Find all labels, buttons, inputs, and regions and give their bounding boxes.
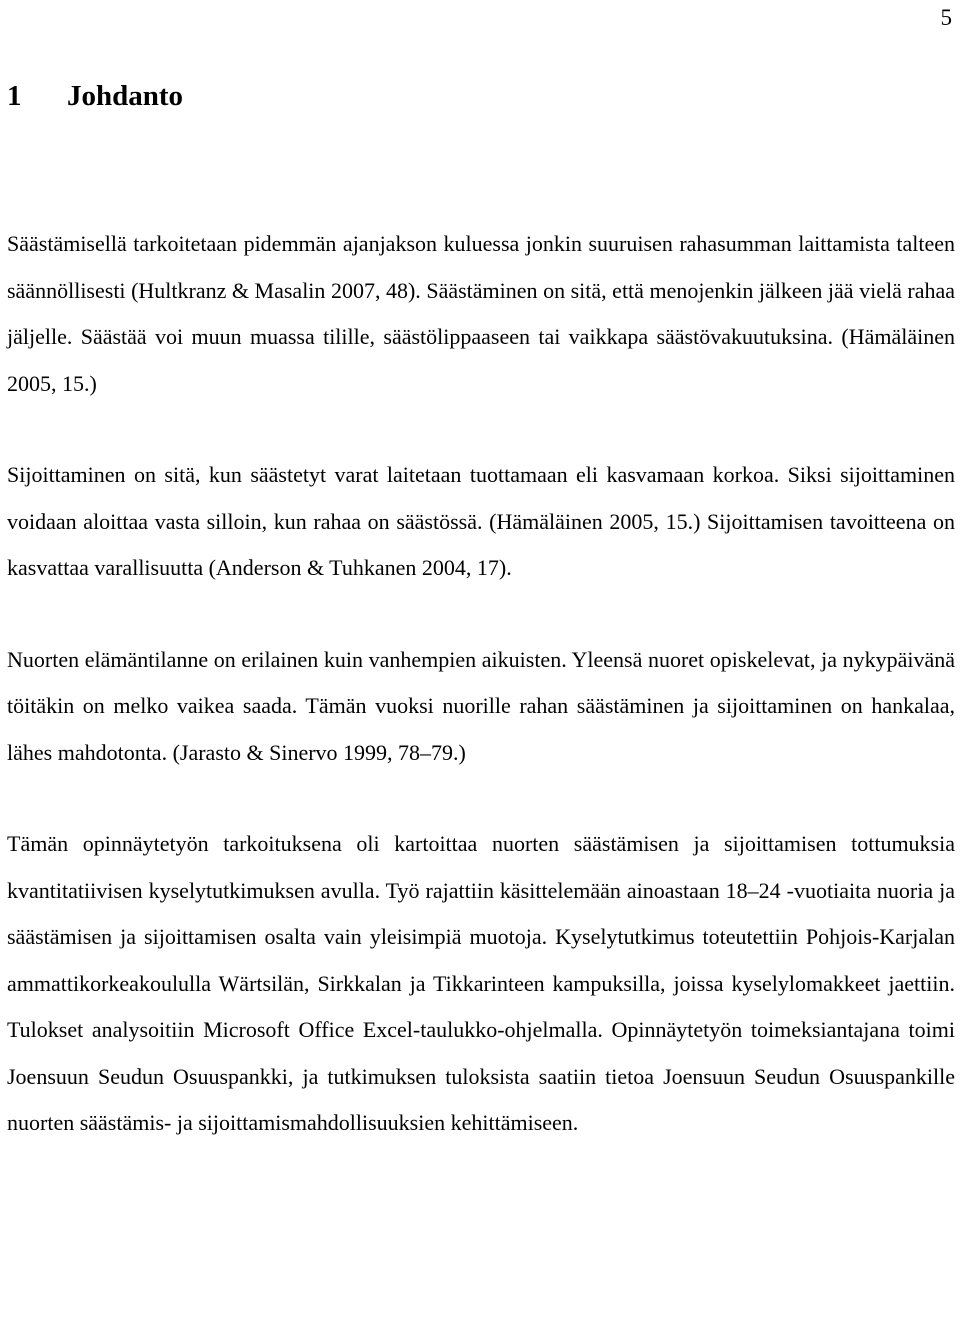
page-number: 5 (940, 5, 952, 30)
paragraph-thesis-purpose: Tämän opinnäytetyön tarkoituksena oli kartoittaa nuorten säästämisen ja sijoittamisen tottumuksia kvantitatiivisen kyselytutkimuksen avulla. Työ rajattiin käsittelemään ainoastaan 18–24 -vuotiaita nuoria ja säästämisen ja sijoittamisen osalta vain yleisimpiä muotoja. Kyselytutkimus toteutettiin Pohjois-Karjalan ammattikorkeakoululla Wärtsilän, Sirkkalan ja Tikkarinteen kampuksilla, joissa kyselylomakkeet jaettiin. Tulokset analysoitiin Microsoft Office Excel-taulukko-ohjelmalla. Opinnäytetyön toimeksiantajana toimi Joensuun Seudun Osuuspankki, ja tutkimuksen tuloksista saatiin tietoa Joensuun Seudun Osuuspankille nuorten säästämis- ja sijoittamismahdollisuuksien kehittämiseen. (7, 831, 955, 1135)
paragraph-youth-situation: Nuorten elämäntilanne on erilainen kuin vanhempien aikuisten. Yleensä nuoret opiskelevat, ja nykypäivänä töitäkin on melko vaikea saada. Tämän vuoksi nuorille rahan säästäminen ja sijoittaminen on hankalaa, lähes mahdotonta. (Jarasto & Sinervo 1999, 78–79.) (7, 646, 955, 765)
body-text (7, 221, 955, 1147)
chapter-heading (7, 78, 183, 114)
chapter-number: 1 (7, 80, 22, 112)
chapter-title: Johdanto (67, 80, 184, 112)
paragraph-saving-definition: Säästämisellä tarkoitetaan pidemmän ajanjakson kuluessa jonkin suuruisen rahasumman laittamista talteen säännöllisesti (Hultkranz & Masalin 2007, 48). Säästäminen on sitä, että menojenkin jälkeen jää vielä rahaa jäljelle. Säästää voi muun muassa tilille, säästölippaaseen tai vaikkapa säästövakuutuksina. (Hämäläinen 2005, 15.) (7, 231, 955, 396)
paragraph-investing-definition: Sijoittaminen on sitä, kun säästetyt varat laitetaan tuottamaan eli kasvamaan korkoa. Siksi sijoittaminen voidaan aloittaa vasta silloin, kun rahaa on säästössä. (Hämäläinen 2005, 15.) Sijoittamisen tavoitteena on kasvattaa varallisuutta (Anderson & Tuhkanen 2004, 17). (7, 462, 955, 580)
